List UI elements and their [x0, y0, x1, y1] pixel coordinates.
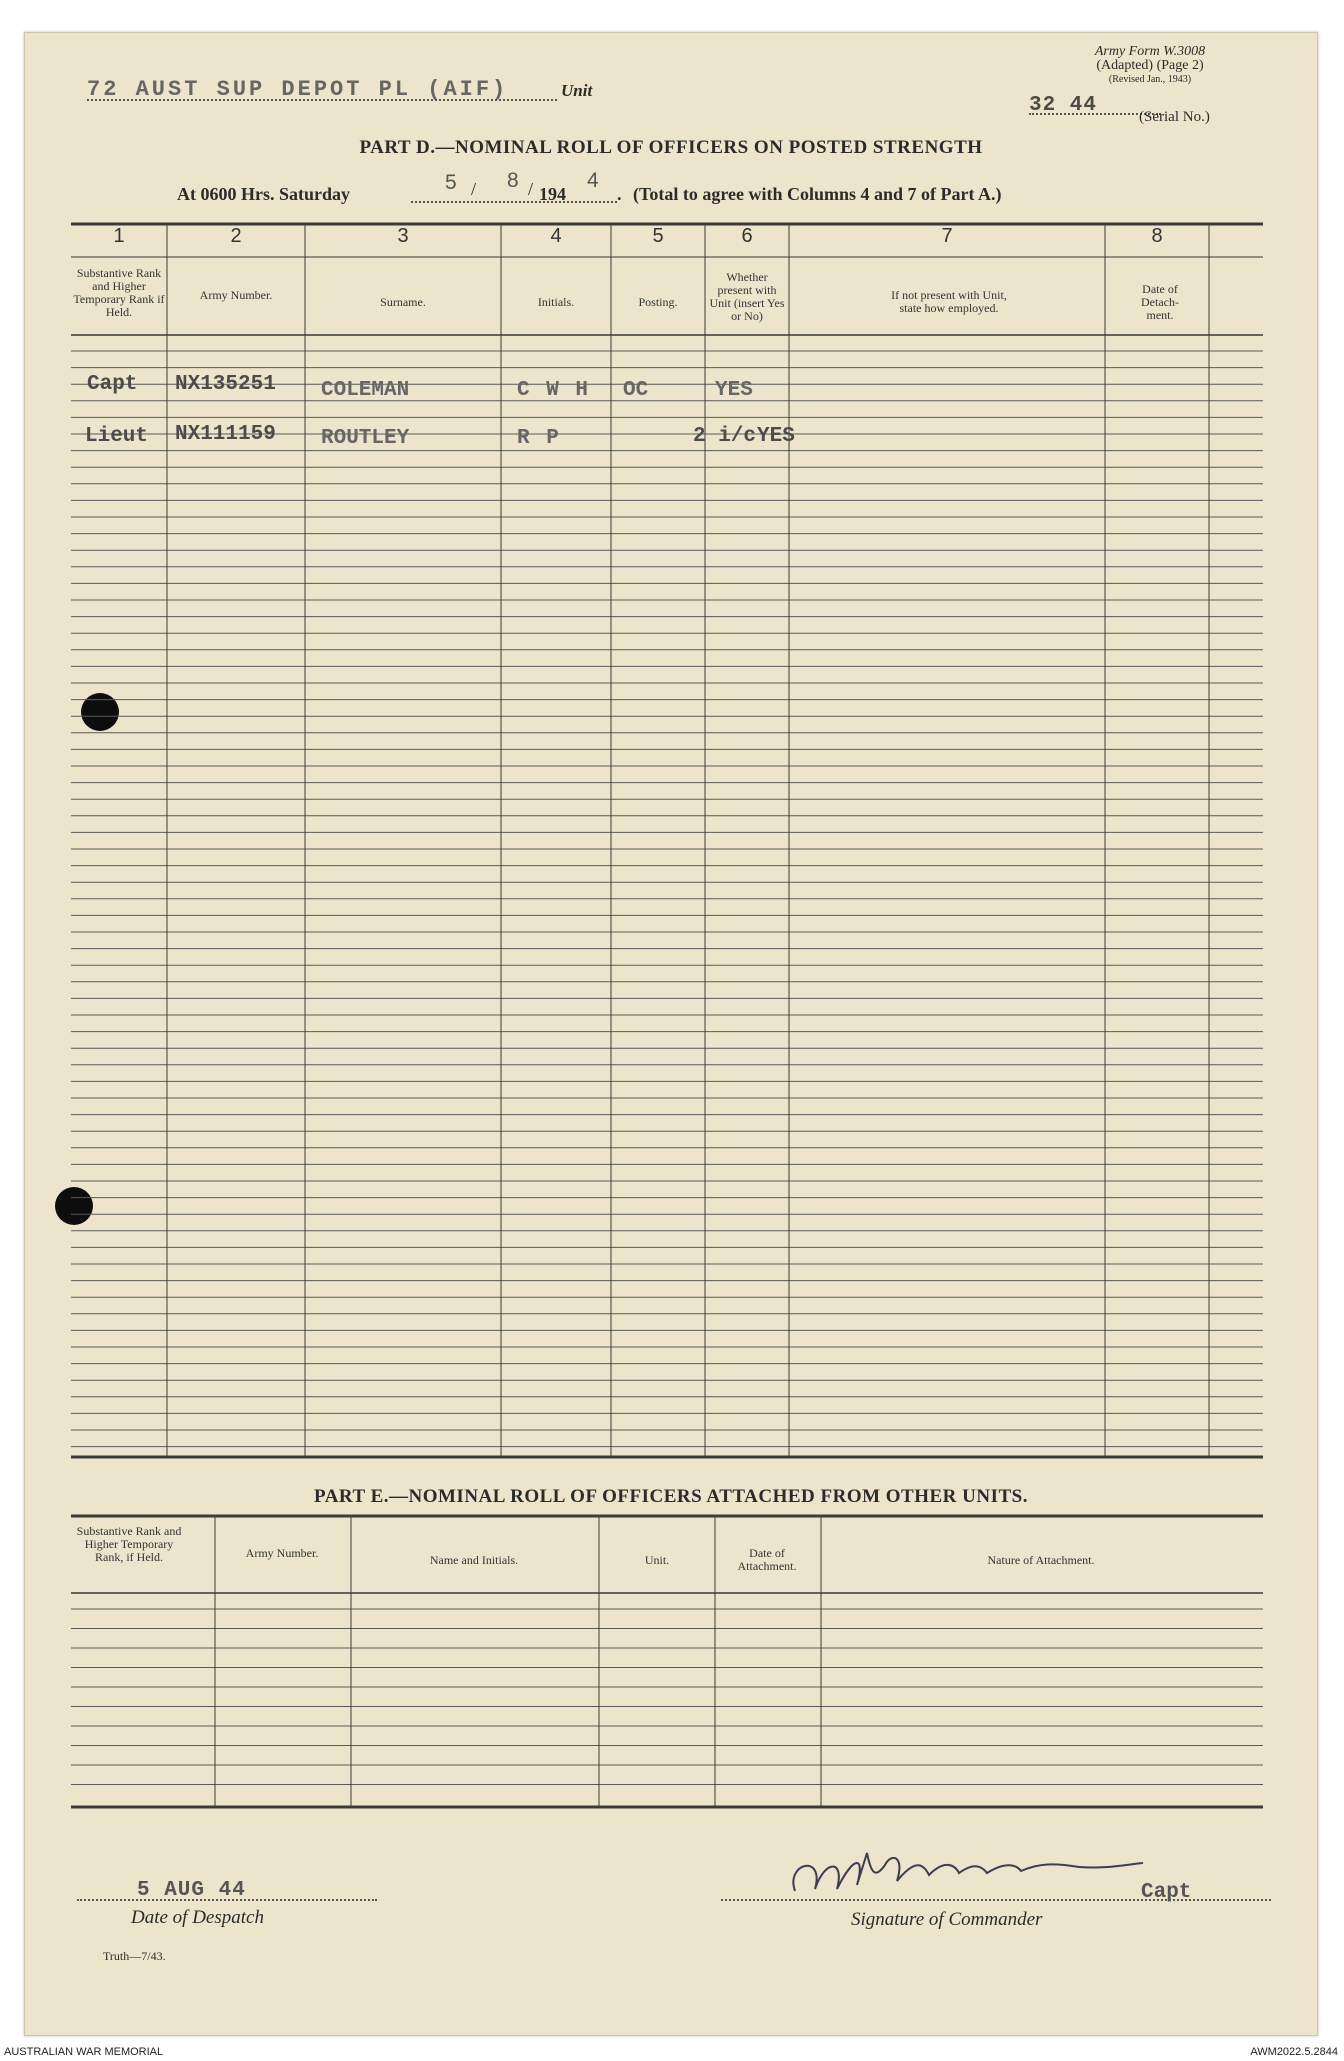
column-number-2: 2 — [230, 225, 242, 247]
serial-number-value: 32 44 — [1029, 94, 1098, 117]
column-number-6: 6 — [741, 225, 753, 247]
part-e-header-unit: Unit. — [644, 1553, 670, 1567]
row2-initials: R P — [517, 427, 561, 450]
row1-initials: C W H — [517, 379, 591, 402]
form-revision: (Revised Jan., 1943) — [1108, 74, 1192, 85]
row1-rank: Capt — [87, 373, 138, 396]
column-number-5: 5 — [652, 225, 664, 247]
date-month: 8 — [507, 169, 519, 192]
row2-present: YES — [757, 425, 795, 448]
row2-rank: Lieut — [85, 425, 149, 448]
date-year-suffix: 4 — [587, 169, 599, 192]
column-number-3: 3 — [397, 225, 409, 247]
row1-posting: OC — [623, 379, 649, 402]
part-e-header-date-attachment: Date of Attachment. — [737, 1546, 797, 1573]
header-initials: Initials. — [537, 295, 575, 309]
header-army-number: Army Number. — [199, 288, 273, 302]
part-e-title: PART E.—NOMINAL ROLL OF OFFICERS ATTACHED FROM OTHER UNITS. — [314, 1486, 1028, 1507]
row1-surname: COLEMAN — [321, 379, 410, 402]
column-number-8: 8 — [1151, 225, 1163, 247]
serial-number-label: (Serial No.) — [1139, 109, 1210, 125]
header-posting: Posting. — [638, 295, 678, 309]
part-d-total-note: (Total to agree with Columns 4 and 7 of Part A.) — [633, 184, 1002, 204]
date-period: . — [617, 184, 622, 204]
date-day: 5 — [445, 171, 457, 194]
signature-label: Signature of Commander — [851, 1909, 1043, 1930]
caption-right: AWM2022.5.2844 — [1250, 2046, 1338, 2058]
part-d-at-text: At 0600 Hrs. Saturday — [177, 184, 351, 204]
header-date-detachment: Date of Detach-ment. — [1141, 282, 1179, 322]
despatch-label: Date of Despatch — [131, 1907, 264, 1928]
unit-label: Unit — [561, 81, 593, 100]
commander-signature — [25, 33, 1317, 2035]
unit-value: 72 AUST SUP DEPOT PL (AIF) — [87, 77, 509, 102]
part-e-header-name: Name and Initials. — [429, 1553, 519, 1567]
row1-present: YES — [715, 379, 753, 402]
form-page — [24, 32, 1318, 2036]
part-e-header-nature: Nature of Attachment. — [987, 1553, 1095, 1567]
row1-army-number: NX135251 — [175, 373, 276, 396]
header-how-employed: If not present with Unit, state how employed. — [891, 288, 1007, 315]
column-number-1: 1 — [113, 225, 125, 247]
header-whether-present: Whether present with Unit (insert Yes or No) — [709, 270, 785, 323]
column-number-7: 7 — [941, 225, 953, 247]
row2-army-number: NX111159 — [175, 423, 276, 446]
row2-posting: 2 i/c — [693, 425, 757, 448]
signature-rank: Capt — [1141, 1881, 1192, 1904]
form-adapted-page: (Adapted) (Page 2) — [1096, 58, 1204, 73]
caption-left: AUSTRALIAN WAR MEMORIAL — [4, 2046, 164, 2058]
part-e-header-army-number: Army Number. — [245, 1546, 319, 1560]
part-e-header-rank: Substantive Rank and Higher Temporary Rank, if Held. — [76, 1524, 182, 1564]
column-number-4: 4 — [550, 225, 562, 247]
form-number: Army Form W.3008 — [1094, 44, 1206, 59]
header-surname: Surname. — [380, 295, 426, 309]
date-separator-1: / — [471, 179, 477, 199]
date-year-prefix: 194 — [539, 184, 566, 204]
printer-imprint: Truth—7/43. — [103, 1949, 166, 1963]
row2-surname: ROUTLEY — [321, 427, 410, 450]
part-d-title: PART D.—NOMINAL ROLL OF OFFICERS ON POSTED STRENGTH — [359, 137, 983, 158]
date-separator-2: / — [528, 179, 534, 199]
despatch-date-value: 5 AUG 44 — [137, 1879, 246, 1902]
header-rank: Substantive Rank and Higher Temporary Rank if Held. — [73, 266, 165, 319]
